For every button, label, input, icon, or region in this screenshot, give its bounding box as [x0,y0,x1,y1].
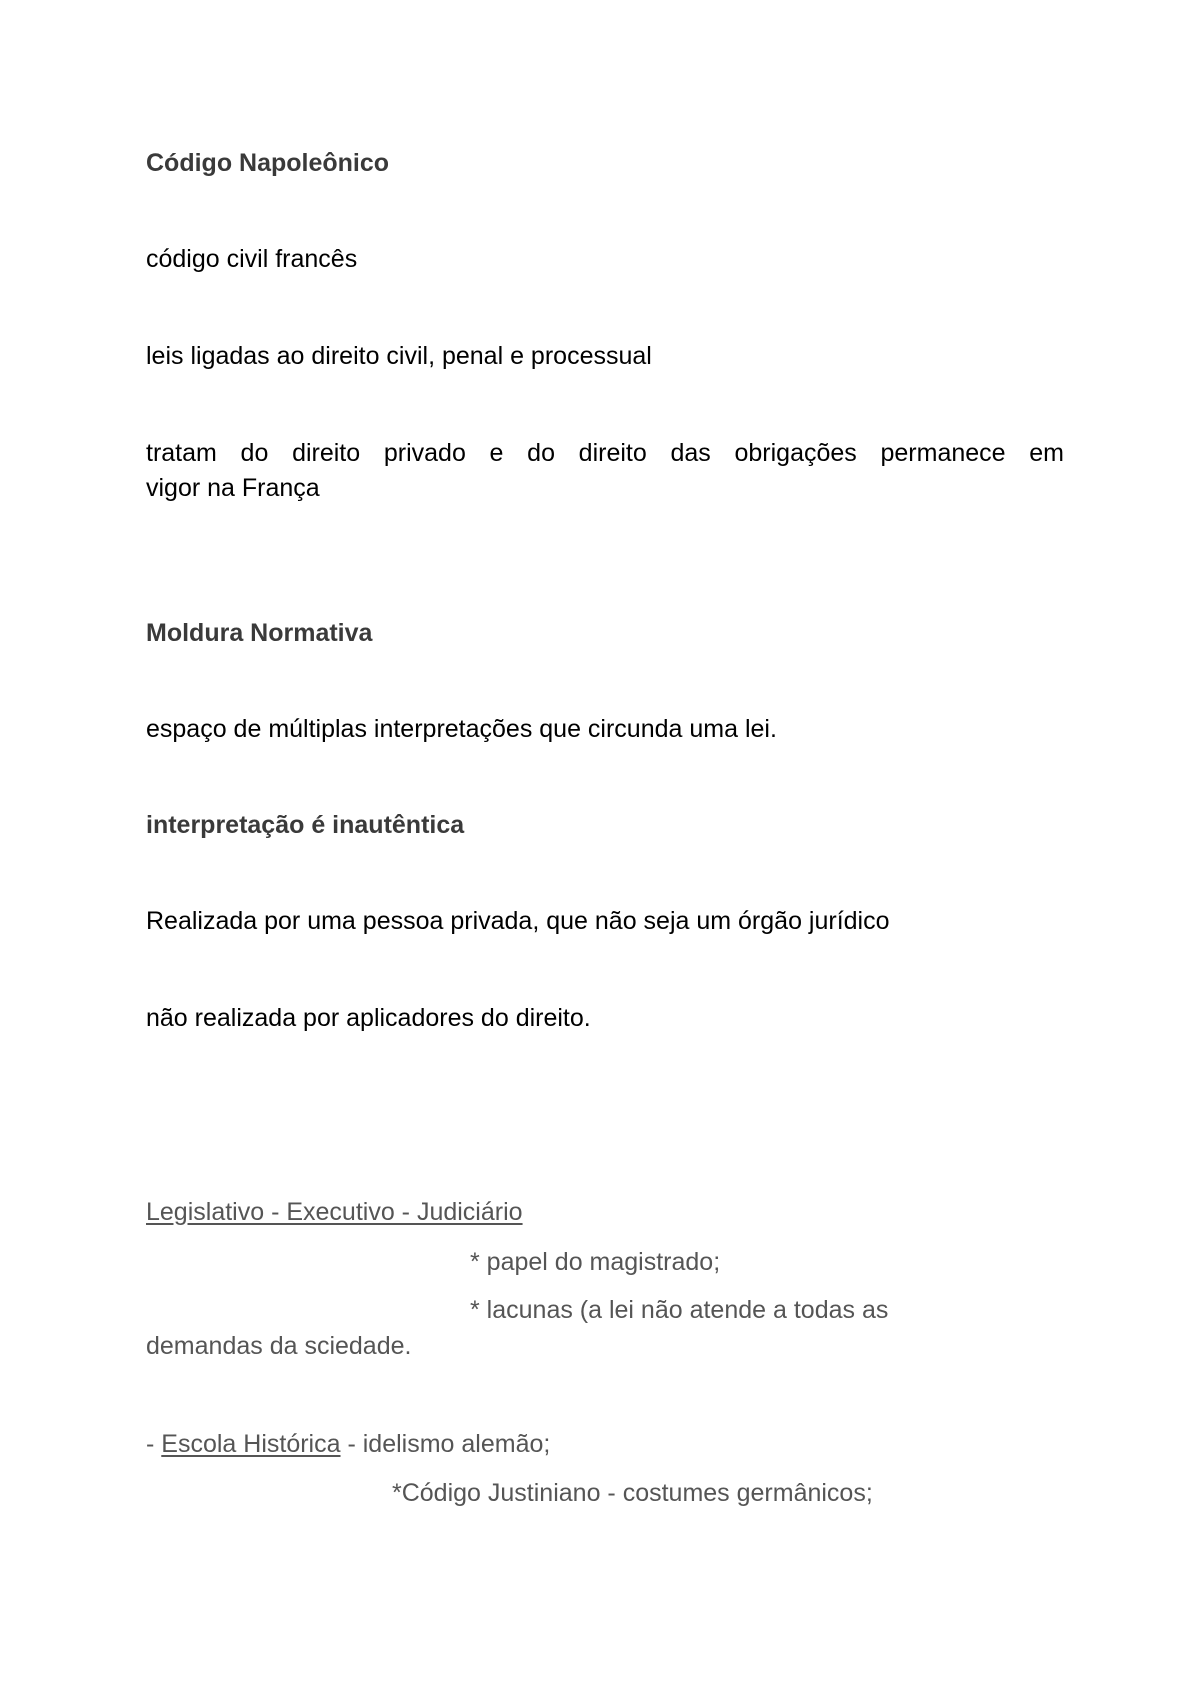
bullet-papel-magistrado: * papel do magistrado; [470,1248,721,1276]
paragraph-codigo-civil: código civil francês [146,245,358,273]
escola-historica-line [146,1427,550,1461]
codigo-justiniano-line: *Código Justiniano - costumes germânicos; [392,1479,873,1507]
paragraph-nao-realizada: não realizada por aplicadores do direito. [146,1004,591,1032]
bullet-lacunas-continuation: demandas da sciedade. [146,1332,412,1360]
heading-interpretacao: interpretação é inautêntica [146,811,465,839]
paragraph-tratam-line1: tratam do direito privado e do direito das obrigações permanece em [146,439,1064,467]
escola-suffix: - idelismo alemão; [340,1430,551,1458]
escola-prefix: - [146,1430,162,1458]
paragraph-espaco: espaço de múltiplas interpretações que circunda uma lei. [146,715,777,743]
powers-line: Legislativo - Executivo - Judiciário [146,1198,523,1226]
paragraph-realizada: Realizada por uma pessoa privada, que não seja um órgão jurídico [146,907,890,935]
heading-moldura-normativa: Moldura Normativa [146,619,373,647]
heading-codigo-napoleonico: Código Napoleônico [146,149,390,177]
paragraph-tratam-line2: vigor na França [146,474,320,502]
paragraph-leis-ligadas: leis ligadas ao direito civil, penal e processual [146,342,652,370]
bullet-lacunas: * lacunas (a lei não atende a todas as [470,1296,889,1324]
escola-historica-label: Escola Histórica [161,1430,341,1458]
